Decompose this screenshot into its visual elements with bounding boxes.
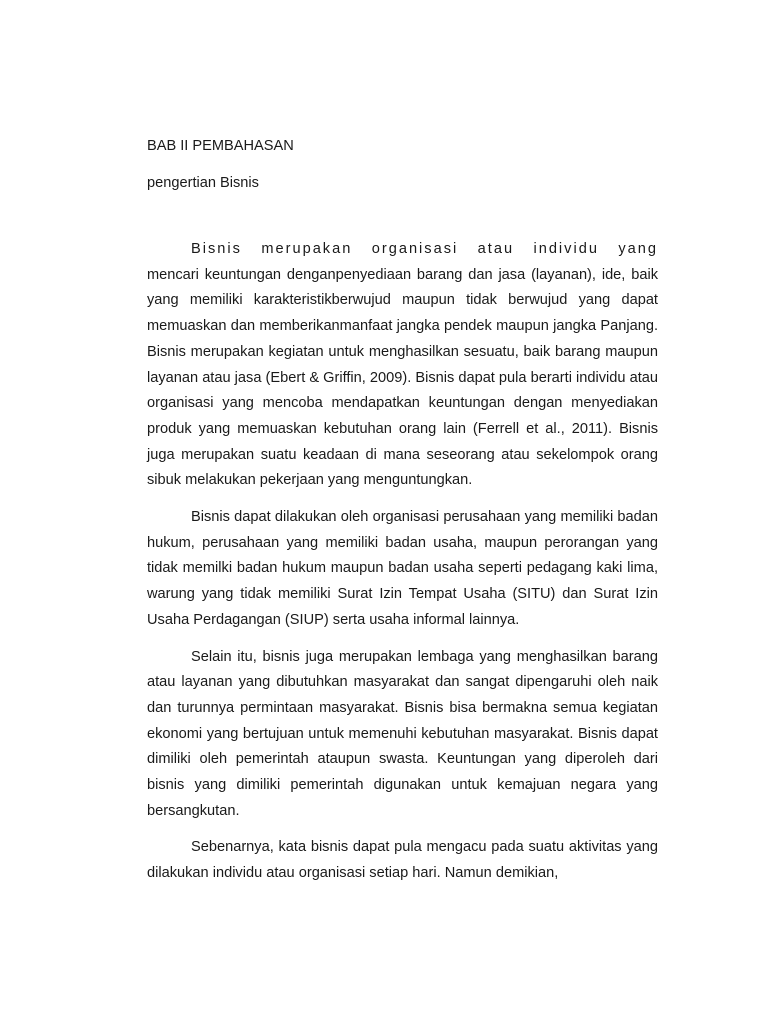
body-text	[147, 237, 658, 887]
paragraph-4: Sebenarnya, kata bisnis dapat pula mengacu pada suatu aktivitas yang dilakukan individu atau organisasi setiap hari. Namun demikian,	[147, 839, 658, 882]
paragraph-3: Selain itu, bisnis juga merupakan lembaga yang menghasilkan barang atau layanan yang dibutuhkan masyarakat dan sangat dipengaruhi oleh naik dan turunnya permintaan masyarakat. Bisnis bisa bermakna semua kegiatan ekonomi yang bertujuan untuk memenuhi kebutuhan masyarakat. Bisnis dapat dimiliki oleh pemerintah ataupun swasta. Keuntungan yang diperoleh dari bisnis yang dimiliki pemerintah digunakan untuk kemajuan negara yang bersangkutan.	[147, 648, 658, 819]
section-title: pengertian Bisnis	[147, 175, 259, 191]
paragraph-2: Bisnis dapat dilakukan oleh organisasi perusahaan yang memiliki badan hukum, perusahaan yang memiliki badan usaha, maupun perorangan yang tidak memilki badan hukum maupun badan usaha seperti pedagang kaki lima, warung yang tidak memiliki Surat Izin Tempat Usaha (SITU) dan Surat Izin Usaha Perdagangan (SIUP) serta usaha informal lainnya.	[147, 509, 658, 628]
chapter-title: BAB II PEMBAHASAN	[147, 138, 294, 154]
paragraph-1: Bisnis merupakan organisasi atau individu yang mencari keuntungan denganpenyediaan barang dan jasa (layanan), ide, baik yang memiliki karakteristikberwujud maupun tidak berwujud yang dapat memuaskan dan memberikanmanfaat jangka pendek maupun jangka Panjang. Bisnis merupakan kegiatan untuk menghasilkan sesuatu, baik barang maupun layanan atau jasa (Ebert & Griffin, 2009). Bisnis dapat pula berarti individu atau organisasi yang mencoba mendapatkan keuntungan dengan menyediakan produk yang memuaskan kebutuhan orang lain (Ferrell et al., 2011). Bisnis juga merupakan suatu keadaan di mana seseorang atau sekelompok orang sibuk melakukan pekerjaan yang menguntungkan.	[147, 241, 658, 489]
document-content	[147, 137, 658, 898]
